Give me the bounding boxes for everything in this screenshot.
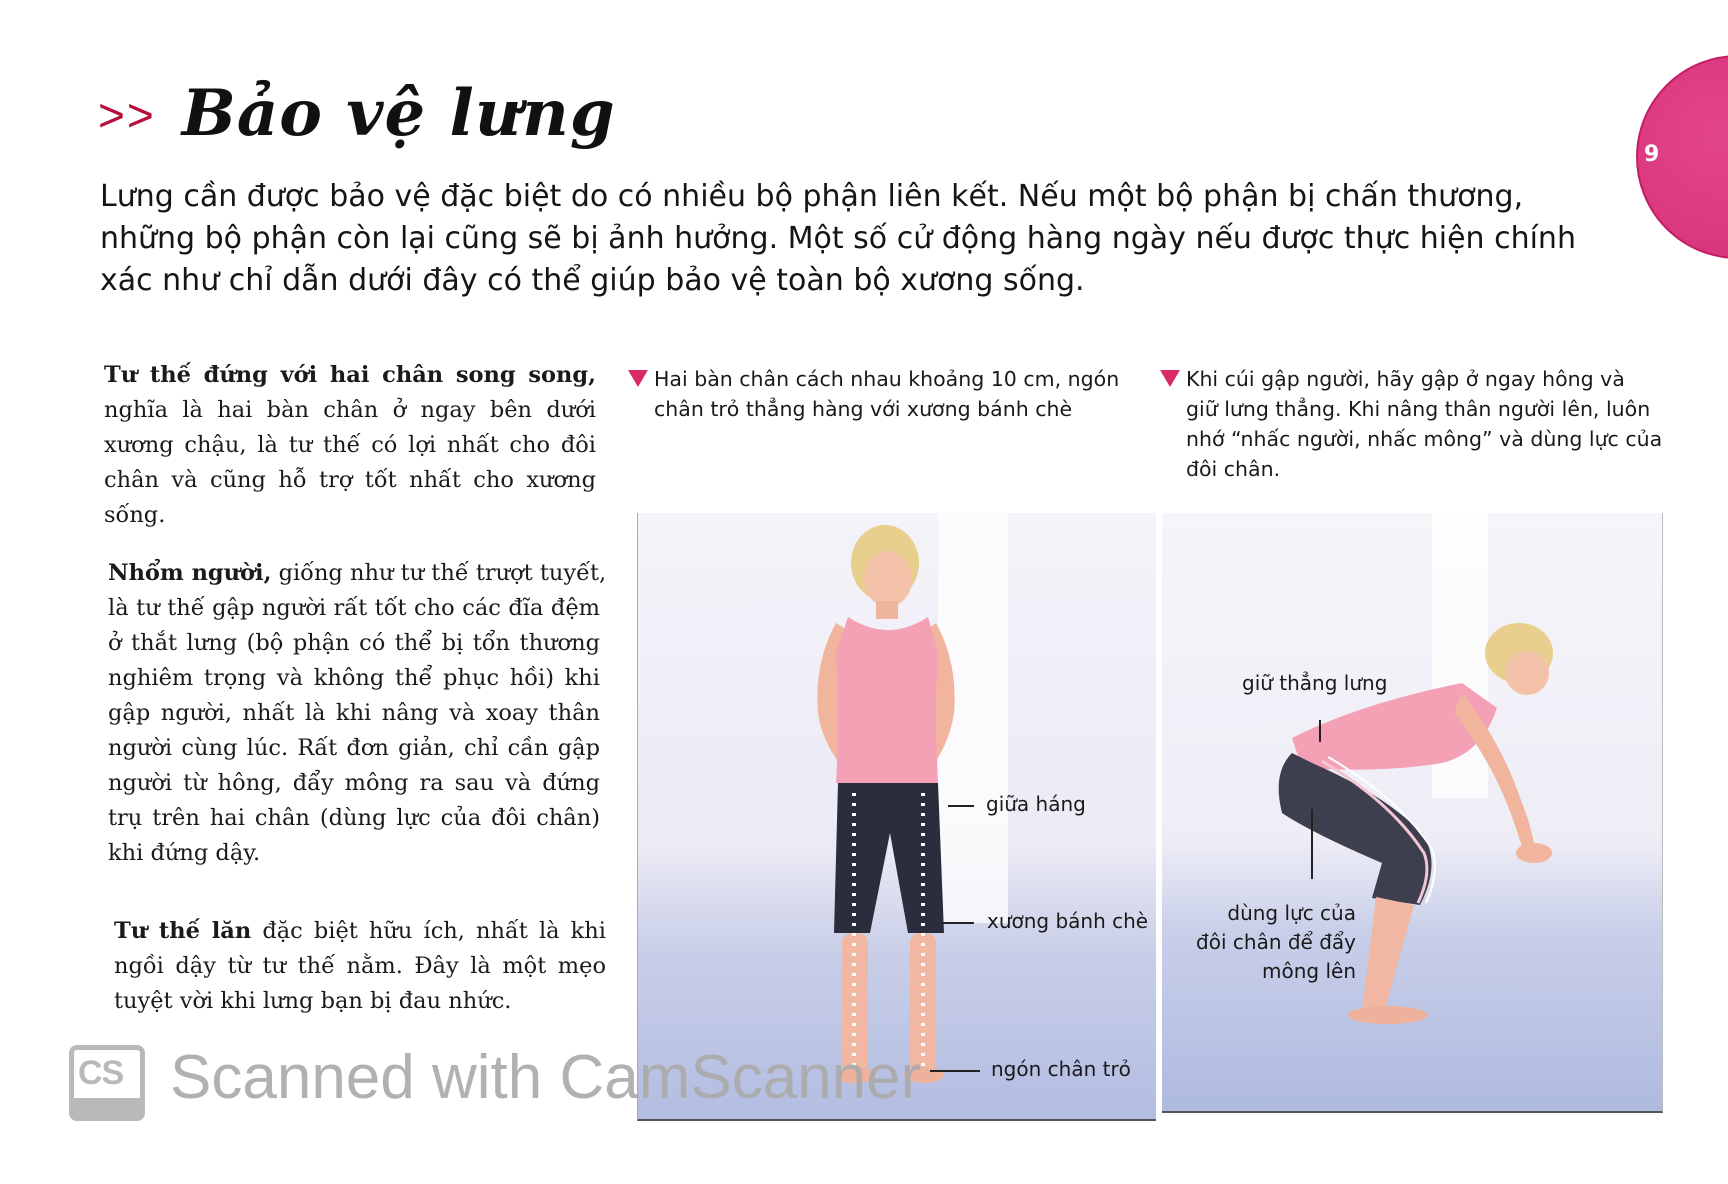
label-hip: giữa háng (986, 792, 1086, 816)
leader-line (1319, 720, 1321, 742)
label-keep-back-straight: giữ thẳng lưng (1242, 671, 1388, 695)
paragraph-line: gập người, nhất là khi nâng và xoay thân (108, 700, 600, 726)
page-header (98, 58, 616, 168)
triangle-bullet-icon (1160, 370, 1180, 387)
caption-squatting: Khi cúi gập người, hãy gập ở ngay hông và giữ lưng thẳng. Khi nâng thân người lên, luôn nhớ “nhấc người, nhấc mông” và dùng lực của đôi chân. (1160, 364, 1660, 484)
paragraph-line: trụ trên hai chân (dùng lực của đôi chân) (108, 805, 600, 831)
paragraph-line: người cùng lúc. Rất đơn giản, chỉ cần gập (108, 735, 600, 761)
page-number: 9 (1644, 142, 1660, 167)
paragraph-heading: Tư thế đứng với hai chân song song, (104, 362, 596, 388)
standing-figure-illustration (638, 513, 1156, 1119)
page-title: Bảo vệ lưng (181, 75, 616, 151)
paragraph-line: ở thắt lưng (bộ phận có thể bị tổn thương (108, 630, 600, 656)
paragraph-line: ngồi dậy từ tư thế nằm. Đây là một mẹo (114, 953, 606, 979)
paragraph-line: tuyệt vời khi lưng bạn bị đau nhức. (114, 988, 512, 1014)
camscanner-watermark: Scanned with CamScanner (170, 1043, 922, 1112)
chevron-marker-icon: >> (98, 89, 156, 141)
paragraph-text: đặc biệt hữu ích, nhất là khi (251, 918, 606, 944)
leader-line (1311, 809, 1313, 879)
leader-line (930, 1070, 980, 1072)
paragraph-line: khi đứng dậy. (108, 840, 261, 866)
paragraph-line: người từ hông, đẩy mông ra sau và đứng (108, 770, 600, 796)
photo-standing-posture (637, 513, 1156, 1121)
paragraph-roll (114, 914, 606, 1019)
paragraph-heading: Tư thế lăn (114, 918, 252, 944)
paragraph-text: giống như tư thế trượt tuyết, (271, 560, 607, 586)
label-use-leg-strength: dùng lực của đôi chân để đẩy mông lên (1196, 901, 1356, 983)
paragraph-line: là tư thế gập người rất tốt cho các đĩa đệm (108, 595, 600, 621)
paragraph-line: nghĩa là hai bàn chân ở ngay bên dưới (104, 397, 596, 423)
paragraph-line: nghiêm trọng và không thể phục hồi) khi (108, 665, 600, 691)
paragraph-line: chân và cũng hỗ trợ tốt nhất cho xương (104, 467, 596, 493)
paragraph-line: sống. (104, 502, 166, 528)
camscanner-logo-icon: CS (69, 1045, 145, 1121)
squat-figure-illustration (1162, 513, 1662, 1111)
intro-line: Lưng cần được bảo vệ đặc biệt do có nhiều bộ phận liên kết. Nếu một bộ phận bị chấn thương, (100, 179, 1524, 214)
leader-line (942, 922, 974, 924)
paragraph-squat (108, 556, 607, 871)
triangle-bullet-icon (628, 370, 648, 387)
label-kneecap: xương bánh chè (987, 909, 1149, 933)
paragraph-heading: Nhổm người, (108, 560, 272, 586)
caption-standing: Hai bàn chân cách nhau khoảng 10 cm, ngón chân trỏ thẳng hàng với xương bánh chè (628, 364, 1148, 424)
intro-line: xác như chỉ dẫn dưới đây có thể giúp bảo vệ toàn bộ xương sống. (100, 263, 1085, 298)
paragraph-parallel-stance (104, 358, 596, 533)
leader-line (948, 805, 974, 807)
label-second-toe: ngón chân trỏ (991, 1057, 1131, 1081)
intro-line: những bộ phận còn lại cũng sẽ bị ảnh hưởng. Một số cử động hàng ngày nếu được thực hiện chính (100, 221, 1576, 256)
paragraph-line: xương chậu, là tư thế có lợi nhất cho đôi (104, 432, 596, 458)
photo-squat-posture (1162, 513, 1663, 1113)
intro-paragraph (100, 176, 1640, 302)
